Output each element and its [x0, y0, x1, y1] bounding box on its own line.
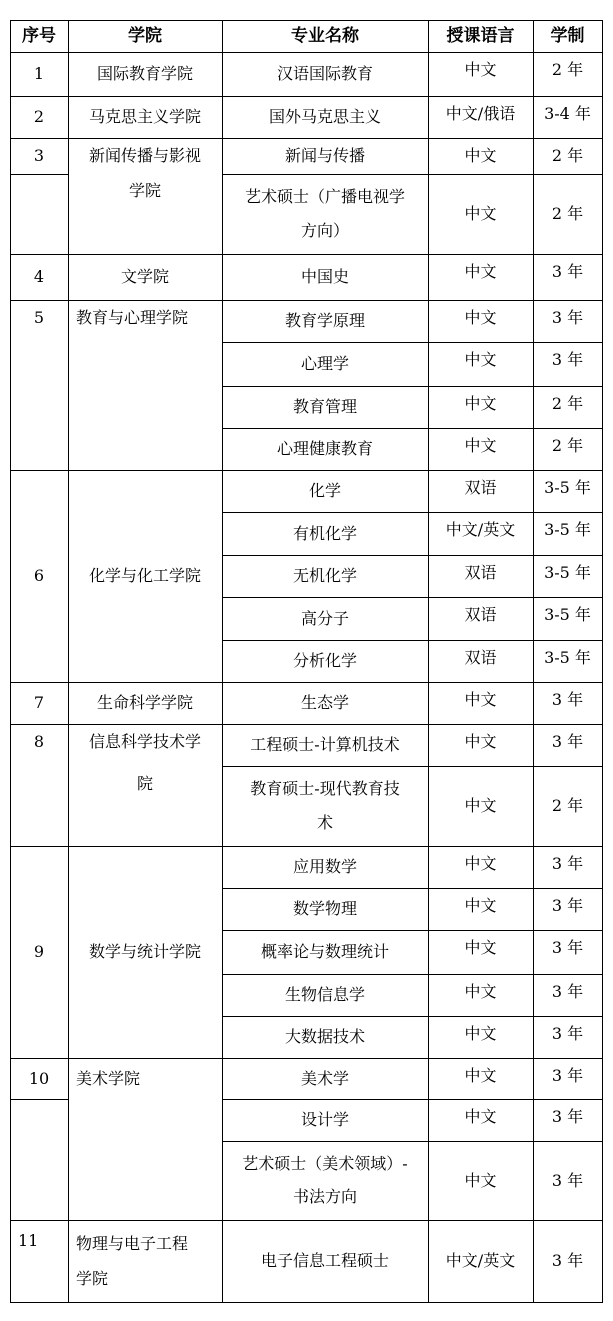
- major-cell: 无机化学: [292, 566, 357, 585]
- header-no: 序号: [22, 26, 56, 46]
- language-cell: 中文: [464, 262, 497, 281]
- duration-cell: 3 年: [551, 982, 584, 1001]
- major-cell: 应用数学: [292, 857, 357, 876]
- language-cell: 双语: [464, 478, 497, 497]
- table-bottom-border: [10, 1302, 603, 1303]
- row-number: 11: [18, 1231, 39, 1250]
- duration-cell: 2 年: [551, 60, 584, 79]
- college-cell: 化学与化工学院: [88, 566, 201, 585]
- duration-cell: 3 年: [551, 690, 584, 709]
- college-cell: 美术学院: [76, 1069, 141, 1088]
- language-cell: 中文: [464, 1066, 497, 1085]
- duration-cell: 2 年: [551, 146, 584, 165]
- language-cell: 中文: [464, 60, 497, 79]
- major-cell: 心理学: [300, 354, 349, 373]
- cell-line: 术: [316, 813, 333, 832]
- cell-line: 物理与电子工程: [76, 1233, 189, 1253]
- duration-cell: 3 年: [551, 732, 584, 751]
- duration-cell: 3 年: [551, 350, 584, 369]
- college-cell: 国际教育学院: [96, 64, 193, 83]
- language-cell: 中文: [464, 732, 497, 751]
- major-cell: [222, 174, 428, 254]
- college-cell: [68, 1220, 222, 1302]
- language-cell: 中文: [464, 690, 497, 709]
- college-cell: 信息科学技术学: [88, 732, 201, 751]
- college-cell: 院: [136, 774, 153, 793]
- header-duration: 学制: [550, 26, 585, 46]
- duration-cell: 3 年: [551, 1251, 584, 1270]
- table-top-border: [10, 20, 603, 21]
- language-cell: 中文: [464, 146, 497, 165]
- major-cell: 心理健康教育: [276, 439, 373, 458]
- cell-line: 艺术硕士（美术领域）-: [242, 1153, 408, 1173]
- major-cell: 电子信息工程硕士: [260, 1251, 389, 1270]
- row-number: 9: [33, 942, 45, 961]
- major-cell: 教育学原理: [284, 311, 365, 330]
- college-cell: 数学与统计学院: [88, 942, 201, 961]
- language-cell: 中文: [464, 1107, 497, 1126]
- language-cell: 中文: [464, 350, 497, 369]
- college-cell: 生命科学学院: [96, 693, 193, 712]
- duration-cell: 3-5 年: [544, 563, 591, 582]
- language-cell: 中文/俄语: [445, 104, 516, 123]
- major-cell: 设计学: [300, 1110, 349, 1129]
- college-cell: 文学院: [120, 267, 169, 286]
- row-number: 10: [28, 1068, 50, 1088]
- major-cell: 教育管理: [292, 397, 357, 416]
- major-cell: 有机化学: [292, 523, 357, 543]
- language-cell: 中文: [464, 436, 497, 455]
- language-cell: 中文: [464, 308, 497, 327]
- language-cell: 中文: [464, 896, 497, 915]
- major-cell: 分析化学: [292, 651, 357, 670]
- college-cell: 马克思主义学院: [88, 107, 201, 126]
- language-cell: 中文: [464, 1024, 497, 1043]
- duration-cell: 3 年: [551, 308, 584, 327]
- language-cell: 双语: [464, 648, 497, 667]
- major-cell: 概率论与数理统计: [260, 942, 389, 961]
- duration-cell: 3 年: [551, 262, 584, 281]
- major-cell: 大数据技术: [284, 1027, 365, 1046]
- duration-cell: 3 年: [551, 1024, 584, 1043]
- duration-cell: 3-5 年: [544, 605, 591, 624]
- duration-cell: 3 年: [551, 1107, 584, 1126]
- language-cell: 中文: [464, 204, 497, 223]
- duration-cell: 3-5 年: [544, 478, 591, 497]
- duration-cell: 2 年: [551, 204, 584, 223]
- duration-cell: 3 年: [551, 854, 584, 873]
- major-cell: 化学: [308, 481, 341, 500]
- header-college: 学院: [128, 26, 162, 46]
- major-cell: 数学物理: [292, 899, 357, 918]
- duration-cell: 3-5 年: [544, 520, 591, 539]
- language-cell: 中文: [464, 796, 497, 815]
- row-number: 3: [33, 146, 45, 165]
- cell-line: 艺术硕士（广播电视学: [244, 187, 405, 206]
- row-number: 6: [33, 566, 45, 585]
- major-cell: 工程硕士-计算机技术: [250, 735, 400, 754]
- row-number: 4: [33, 267, 45, 286]
- cell-line: 书法方向: [292, 1187, 357, 1207]
- language-cell: 中文/英文: [445, 520, 516, 539]
- major-cell: [222, 766, 428, 846]
- row-number: 5: [33, 308, 45, 327]
- language-cell: 中文: [464, 854, 497, 873]
- row-number: 1: [33, 64, 45, 83]
- duration-cell: 2 年: [551, 796, 584, 815]
- cell-line: 教育硕士-现代教育技: [250, 779, 400, 798]
- duration-cell: 3 年: [551, 1170, 584, 1190]
- major-cell: 生物信息学: [284, 985, 365, 1004]
- duration-cell: 2 年: [551, 436, 584, 455]
- language-cell: 中文: [464, 982, 497, 1001]
- language-cell: 中文/英文: [445, 1251, 516, 1270]
- row-number: 7: [33, 693, 45, 712]
- major-cell: 中国史: [300, 267, 349, 286]
- group-border: [10, 1099, 69, 1100]
- column-border: [602, 20, 603, 1303]
- major-cell: 生态学: [300, 693, 349, 712]
- major-cell: 新闻与传播: [284, 146, 365, 165]
- row-number: 8: [33, 732, 45, 751]
- cell-line: 学院: [76, 1268, 109, 1288]
- language-cell: 双语: [464, 605, 497, 624]
- major-cell: 高分子: [300, 608, 349, 628]
- duration-cell: 3 年: [551, 896, 584, 915]
- college-cell: 教育与心理学院: [76, 308, 189, 327]
- duration-cell: 3-5 年: [544, 648, 591, 667]
- duration-cell: 3 年: [551, 1066, 584, 1085]
- major-cell: [222, 1141, 428, 1220]
- language-cell: 双语: [464, 563, 497, 582]
- language-cell: 中文: [464, 938, 497, 957]
- header-language: 授课语言: [446, 26, 515, 46]
- group-border: [10, 174, 69, 175]
- header-major: 专业名称: [291, 26, 359, 46]
- language-cell: 中文: [464, 394, 497, 413]
- duration-cell: 2 年: [551, 394, 584, 413]
- college-cell: 学院: [128, 181, 161, 200]
- row-number: 2: [33, 107, 45, 126]
- cell-line: 方向）: [300, 221, 349, 240]
- duration-cell: 3 年: [551, 938, 584, 957]
- college-cell: 新闻传播与影视: [88, 146, 201, 165]
- duration-cell: 3-4 年: [544, 104, 591, 123]
- major-cell: 美术学: [300, 1068, 349, 1088]
- major-cell: 国外马克思主义: [268, 107, 381, 126]
- major-cell: 汉语国际教育: [276, 64, 373, 83]
- language-cell: 中文: [464, 1170, 497, 1190]
